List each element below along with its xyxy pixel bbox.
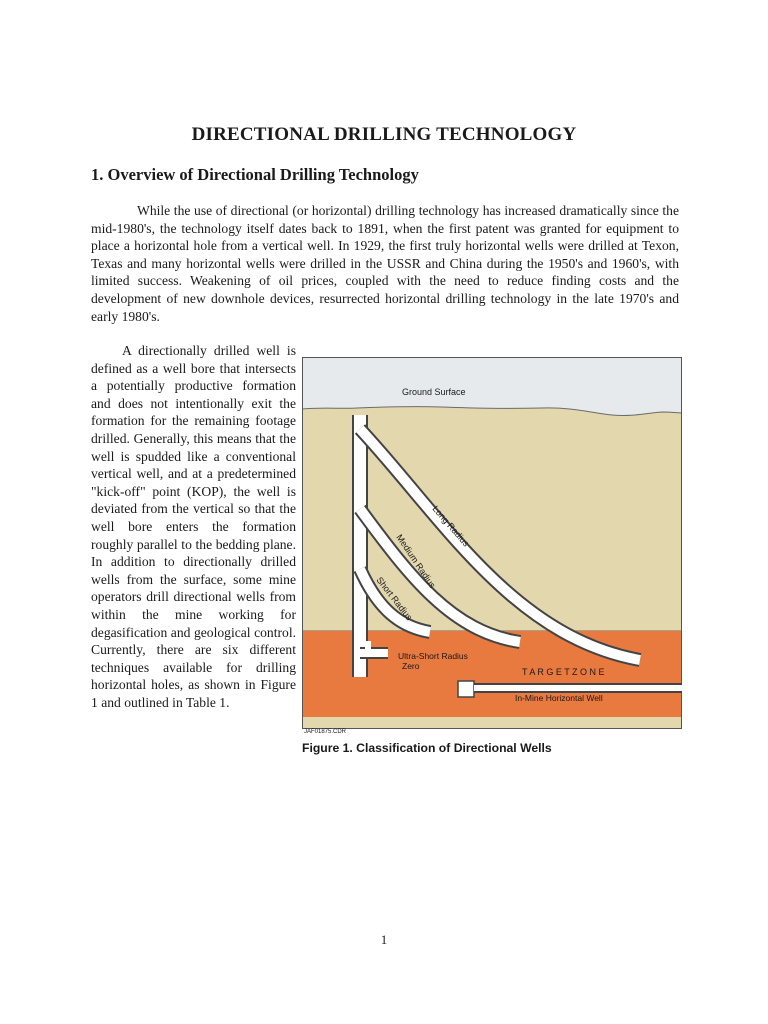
figure-caption: Figure 1. Classification of Directional Wells: [302, 741, 552, 755]
in-mine-horizontal-well-label: In-Mine Horizontal Well: [515, 693, 603, 703]
zero-label: Zero: [402, 661, 420, 671]
definition-paragraph: A directionally drilled well is defined as a well bore that intersects a potentially productive formation and does not intentionally exit the formation for the remaining footage drilled. Generally, this means that the well is spudded like a conventional vertical well, and at a predetermined "kick-off" point (KOP), the well is deviated from the vertical so that the well bore enters the formation roughly parallel to the bedding plane. In addition to directionally drilled wells from the surface, some mine operators drill directional wells from within the mine working for degasification and geological control. Currently, there are six different techniques available for drilling horizontal holes, as shown in Figure 1 and outlined in Table 1.: [91, 343, 296, 710]
sky-area: [302, 357, 682, 415]
page-number: 1: [380, 932, 388, 947]
underburden-layer: [302, 717, 682, 729]
medium-radius-label: Medium Radius: [394, 532, 438, 590]
ultra-short-radius-label: Ultra-Short Radius: [398, 651, 468, 661]
section-heading: 1. Overview of Directional Drilling Technology: [91, 165, 419, 184]
file-code-area: JAF01875.CDR: [304, 729, 347, 735]
directional-wells-figure: [302, 357, 682, 729]
intro-paragraph: While the use of directional (or horizontal) drilling technology has increased dramatically since the mid-1980's, the technology itself dates back to 1891, when the first patent was granted for equipment to place a horizontal hole from a vertical well. In 1929, the first truly horizontal wells were drilled at Texon, Texas and many horizontal wells were drilled in the USSR and China during the 1950's and 1960's, with limited success. Weakening of oil prices, coupled with the need to reduce finding costs and the development of new downhole devices, resurrected horizontal drilling technology in the late 1970's and early 1980's.: [91, 203, 679, 324]
long-radius-label: Long Radius: [430, 503, 472, 549]
target-zone-label: T A R G E T Z O N E: [522, 667, 605, 677]
document-title: DIRECTIONAL DRILLING TECHNOLOGY: [191, 124, 577, 145]
short-radius-label: Short Radius: [374, 575, 415, 623]
ground-surface-label: Ground Surface: [402, 387, 466, 397]
mine-working: [458, 681, 474, 697]
